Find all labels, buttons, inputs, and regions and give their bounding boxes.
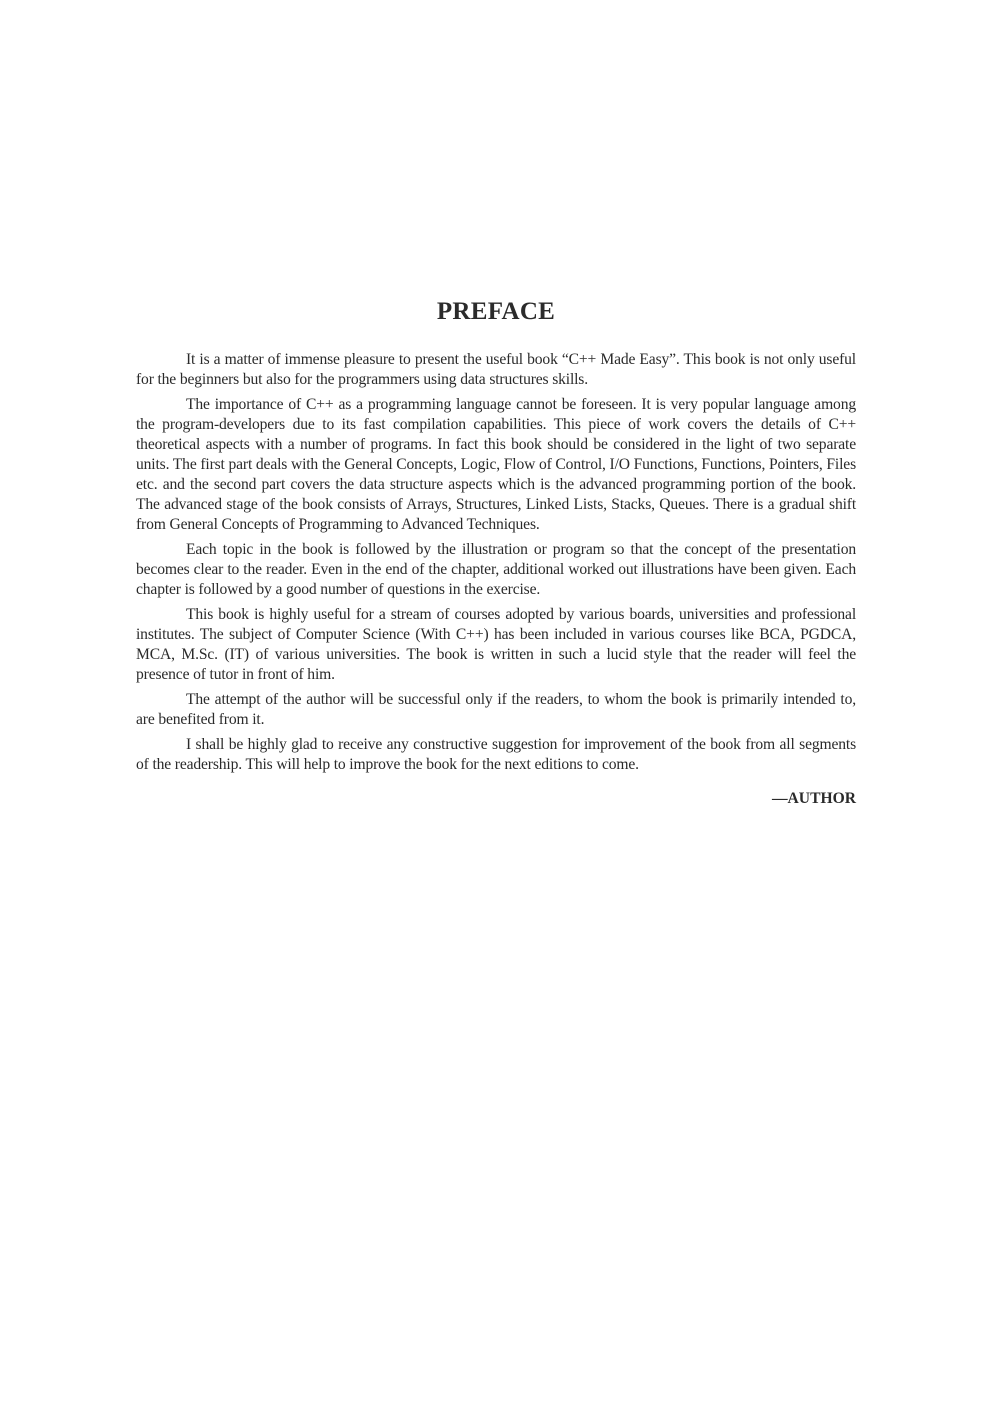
author-signature: —AUTHOR	[771, 790, 856, 807]
page-title: PREFACE	[436, 298, 556, 325]
paragraph-topics: Each topic in the book is followed by the illustration or program so that the concept of the presentation becomes clear to the reader. Even in the end of the chapter, additional worked out illustrations have been given. Each chapter is followed by a good number of questions in the exercise.	[136, 541, 856, 598]
paragraph-importance: The importance of C++ as a programming language cannot be foreseen. It is very popular language among the program-developers due to its fast compilation capabilities. This piece of work covers the details of C++ theoretical aspects with a number of programs. In fact this book should be considered in the light of two separate units. The first part deals with the General Concepts, Logic, Flow of Control, I/O Functions, Functions, Pointers, Files etc. and the second part covers the data structure aspects which is the advanced programming portion of the book. The advanced stage of the book consists of Arrays, Structures, Linked Lists, Stacks, Queues. There is a gradual shift from General Concepts of Programming to Advanced Techniques.	[136, 396, 856, 533]
preface-page	[136, 296, 856, 809]
paragraph-intro: It is a matter of immense pleasure to present the useful book “C++ Made Easy”. This book is not only useful for the beginners but also for the programmers using data structures skills.	[136, 351, 856, 388]
paragraph-courses: This book is highly useful for a stream of courses adopted by various boards, universities and professional institutes. The subject of Computer Science (With C++) has been included in various courses like BCA, PGDCA, MCA, M.Sc. (IT) of various universities. The book is written in such a lucid style that the reader will feel the presence of tutor in front of him.	[136, 606, 856, 683]
paragraph-attempt: The attempt of the author will be successful only if the readers, to whom the book is primarily intended to, are benefited from it.	[136, 691, 856, 728]
paragraph-suggestions: I shall be highly glad to receive any constructive suggestion for improvement of the book from all segments of the readership. This will help to improve the book for the next editions to come.	[136, 736, 856, 773]
